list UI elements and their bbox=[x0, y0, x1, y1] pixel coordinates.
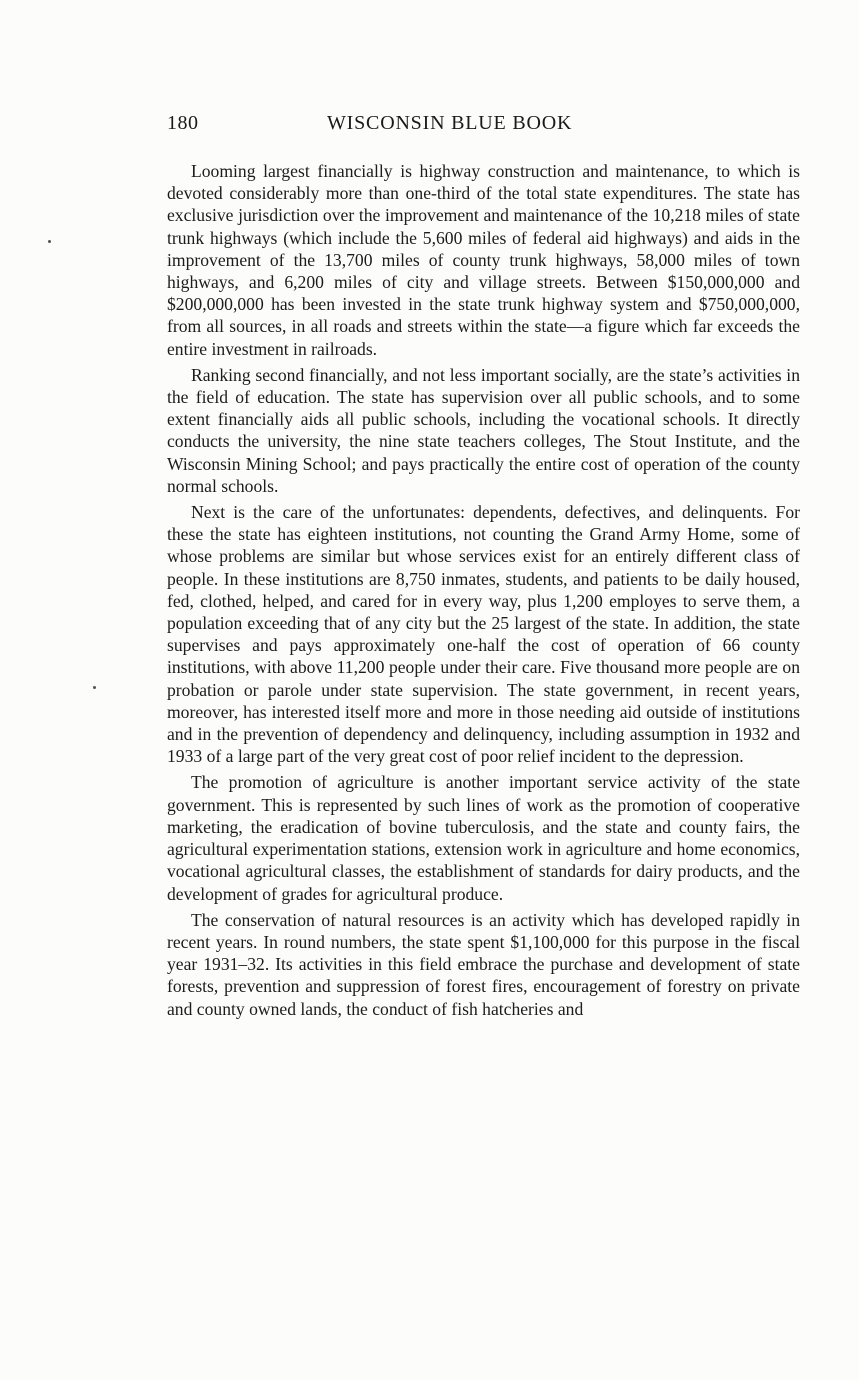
page-number: 180 bbox=[167, 112, 199, 134]
page-header bbox=[167, 112, 800, 140]
paragraph-unfortunates: Next is the care of the unfortunates: dependents, defectives, and delinquents. For these the state has eighteen institutions, not counting the Grand Army Home, some of whose problems are similar but whose services exist for an entirely different class of people. In these institutions are 8,750 inmates, students, and patients to be daily housed, fed, clothed, helped, and cared for in every way, plus 1,200 employes to serve them, a population exceeding that of any city but the 25 largest of the state. In addition, the state supervises and pays approximately one-half the cost of operation of 66 county institutions, with above 11,200 people under their care. Five thousand more people are on probation or parole under state supervision. The state government, in recent years, moreover, has interested itself more and more in those needing aid outside of institutions and in the prevention of dependency and delinquency, including assumption in 1932 and 1933 of a large part of the very great cost of poor relief incident to the depression. bbox=[167, 502, 800, 767]
paper-speck bbox=[93, 686, 96, 689]
paragraph-agriculture: The promotion of agriculture is another important service activity of the state government. This is represented by such lines of work as the promotion of cooperative marketing, the eradication of bovine tuberculosis, and the state and county fairs, the agricultural experimentation stations, extension work in agriculture and home economics, vocational agricultural classes, the establishment of standards for dairy products, and the development of grades for agricultural produce. bbox=[167, 772, 800, 904]
paragraph-education: Ranking second financially, and not less important socially, are the state’s activities in the field of education. The state has supervision over all public schools, and to some extent financially aids all public schools, including the vocational schools. It directly conducts the university, the nine state teachers colleges, The Stout Institute, and the Wisconsin Mining School; and pays practically the entire cost of operation of the county normal schools. bbox=[167, 364, 800, 496]
body-text bbox=[167, 160, 800, 1024]
paper-speck bbox=[48, 240, 51, 243]
paragraph-highways: Looming largest financially is highway construction and maintenance, to which is devoted considerably more than one-third of the total state expenditures. The state has exclusive jurisdiction over the improvement and maintenance of the 10,218 miles of state trunk highways (which include the 5,600 miles of federal aid highways) and aids in the improvement of the 13,700 miles of county trunk highways, 58,000 miles of town highways, and 6,200 miles of city and village streets. Between $150,000,000 and $200,000,000 has been invested in the state trunk highway system and $750,000,000, from all sources, in all roads and streets within the state—a figure which far exceeds the entire investment in railroads. bbox=[167, 161, 800, 359]
running-head: WISCONSIN BLUE BOOK bbox=[327, 112, 573, 134]
paragraph-conservation: The conservation of natural resources is an activity which has developed rapidly in recent years. In round numbers, the state spent $1,100,000 for this purpose in the fiscal year 1931–32. Its activities in this field embrace the purchase and development of state forests, prevention and suppression of forest fires, encouragement of forestry on private and county owned lands, the conduct of fish hatcheries and bbox=[167, 909, 800, 1019]
